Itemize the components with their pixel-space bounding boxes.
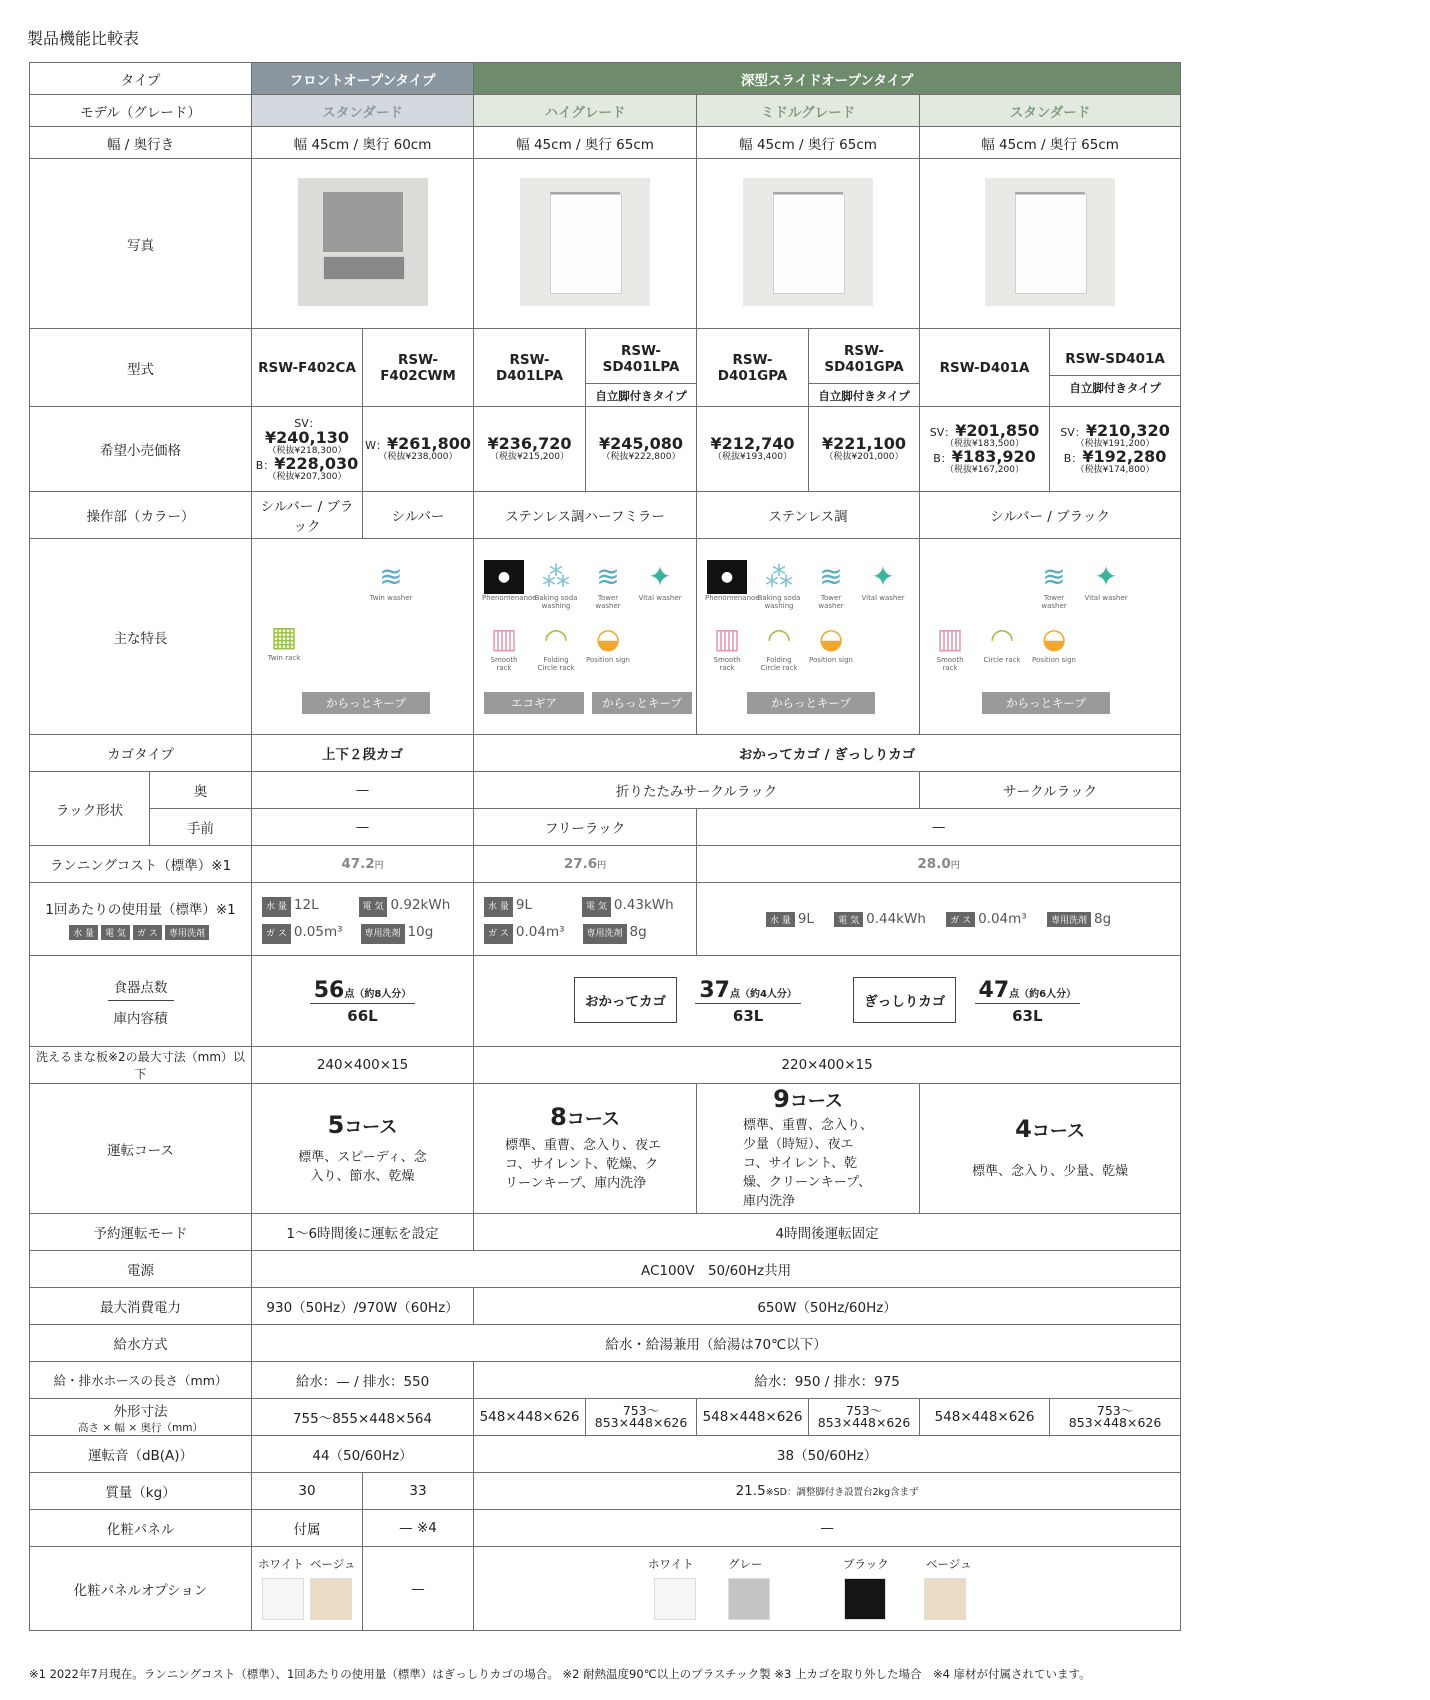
vital-washer-icon: ✦ Vital washer — [1084, 559, 1128, 602]
features-label: 主な特長 — [30, 539, 252, 735]
rack-back-circle: サークルラック — [920, 772, 1181, 809]
course-mid: 9コース 標準、重曹、念入り、少量（時短）、夜エコ、サイレント、乾燥、クリーンキープ、庫内洗浄 — [697, 1084, 920, 1214]
dims-sd401gpa: 753〜 853×448×626 — [809, 1399, 920, 1436]
tower-washer-icon: ≋ Tower washer — [595, 559, 621, 610]
basket-front: 上下２段カゴ — [252, 735, 474, 772]
price-f402ca: SV：¥240,130 （税抜¥218,300） B：¥228,030 （税抜¥207,300） — [252, 407, 363, 492]
cosmetic-panel-label: 化粧パネル — [30, 1510, 252, 1547]
smooth-rack-icon: ▥ Smooth rack — [713, 621, 741, 672]
noise-label: 運転音（dB(A)） — [30, 1436, 252, 1473]
usage-label: 1回あたりの使用量（標準）※1 水 量 電 気 ガ ス 専用洗剤 — [30, 883, 252, 956]
usage-high: 水 量 9L 電 気 0.43kWh ガ ス 0.04m³ 専用洗剤 8g — [474, 883, 697, 956]
noise-deep: 38（50/60Hz） — [474, 1436, 1181, 1473]
rack-back-front: — — [252, 772, 474, 809]
tower-washer-icon: ≋ Tower washer — [818, 559, 844, 610]
grade-front: スタンダード — [252, 95, 474, 127]
standing-type-note: 自立脚付きタイプ — [1050, 375, 1180, 398]
cosmetic-option-label: 化粧パネルオプション — [30, 1547, 252, 1631]
tower-washer-icon: ≋ Tower washer — [1041, 559, 1067, 610]
price-sd401a: SV：¥210,320 （税抜¥191,200） B：¥192,280 （税抜¥174,800） — [1050, 407, 1181, 492]
panel-mid: ステンレス調 — [697, 492, 920, 539]
max-power-deep: 650W（50Hz/60Hz） — [474, 1288, 1181, 1325]
karatto-keep-badge: からっとキープ — [302, 692, 430, 714]
dims-d401lpa: 548×448×626 — [474, 1399, 586, 1436]
running-cost-label: ランニングコスト（標準）※1 — [30, 846, 252, 883]
position-sign-icon: ◒ Position sign — [809, 621, 853, 664]
swatch-gray — [728, 1578, 770, 1620]
rack-back-folding: 折りたたみサークルラック — [474, 772, 920, 809]
nanoe-icon: ● Phenomenanoe — [705, 560, 749, 602]
course-front: 5コース 標準、スピーディ、念入り、節水、乾燥 — [252, 1084, 474, 1214]
running-cost-other: 28.0円 — [697, 846, 1181, 883]
photo-front-open — [298, 178, 428, 306]
size-label: 幅 / 奥行き — [30, 127, 252, 159]
noise-front: 44（50/60Hz） — [252, 1436, 474, 1473]
photo-mid-grade — [743, 178, 873, 306]
board-size-front: 240×400×15 — [252, 1047, 474, 1084]
position-sign-icon: ◒ Position sign — [586, 621, 630, 664]
power-source-label: 電源 — [30, 1251, 252, 1288]
standing-type-note: 自立脚付きタイプ — [809, 383, 919, 406]
hose-front: 給水：— / 排水：550 — [252, 1362, 474, 1399]
dims-sd401a: 753〜 853×448×626 — [1050, 1399, 1181, 1436]
power-source-value: AC100V 50/60Hz共用 — [252, 1251, 1181, 1288]
swatch-beige — [924, 1578, 966, 1620]
dimensions-label: 外形寸法 高さ × 幅 × 奥行（mm） — [30, 1399, 252, 1436]
model-sd401lpa: RSW-SD401LPA — [602, 343, 680, 375]
hose-deep: 給水：950 / 排水：975 — [474, 1362, 1181, 1399]
swatch-beige — [310, 1578, 352, 1620]
footnote: ※1 2022年7月現在。ランニングコスト（標準）、1回あたりの使用量（標準）はぎっしりカゴの場合。 ※2 耐熱温度90℃以上のプラスチック製 ※3 上カゴを取り外した場合 ※4 扉材が付属されています。 — [29, 1667, 1091, 1681]
capacity-label: 食器点数 庫内容積 — [30, 956, 252, 1047]
photo-standard — [985, 178, 1115, 306]
grade-high: ハイグレード — [474, 95, 697, 127]
size-high: 幅 45cm / 奥行 65cm — [474, 127, 697, 159]
twin-rack-icon: ▦ Twin rack — [267, 619, 301, 662]
panel-f402cwm: シルバー — [363, 492, 474, 539]
cosmetic-option-deep: ホワイト グレー ブラック ベージュ — [474, 1547, 1181, 1631]
course-label: 運転コース — [30, 1084, 252, 1214]
water-supply-value: 給水・給湯兼用（給湯は70℃以下） — [252, 1325, 1181, 1362]
folding-circle-rack-icon: ◠ Folding Circle rack — [760, 621, 798, 672]
model-sd401gpa: RSW-SD401GPA — [824, 343, 904, 375]
group-deep-slide: 深型スライドオープンタイプ — [474, 63, 1181, 95]
course-std: 4コース 標準、念入り、少量、乾燥 — [920, 1084, 1181, 1214]
cosmetic-panel-deep: — — [474, 1510, 1181, 1547]
hose-length-label: 給・排水ホースの長さ（mm） — [30, 1362, 252, 1399]
smooth-rack-icon: ▥ Smooth rack — [936, 621, 964, 672]
price-label: 希望小売価格 — [30, 407, 252, 492]
basket-type-label: カゴタイプ — [30, 735, 252, 772]
cosmetic-option-front: ホワイト ベージュ — [252, 1547, 363, 1631]
running-cost-front: 47.2円 — [252, 846, 474, 883]
usage-other: 水 量 9L 電 気 0.44kWh ガ ス 0.04m³ 専用洗剤 8g — [697, 883, 1181, 956]
gisshiri-basket-label: ぎっしりカゴ — [853, 977, 956, 1023]
swatch-black — [844, 1578, 886, 1620]
price-d401lpa: ¥236,720 （税抜¥215,200） — [474, 407, 586, 492]
vital-washer-icon: ✦ Vital washer — [638, 559, 682, 602]
max-power-front: 930（50Hz）/970W（60Hz） — [252, 1288, 474, 1325]
panel-f402ca: シルバー / ブラック — [252, 492, 363, 539]
swatch-white — [654, 1578, 696, 1620]
model-f402ca: RSW-F402CA — [252, 329, 363, 407]
swatch-white — [262, 1578, 304, 1620]
rack-front-none: — — [697, 809, 1181, 846]
cosmetic-panel-f402ca: 付属 — [252, 1510, 363, 1547]
baking-soda-icon: ⁂ Baking soda washing — [534, 559, 578, 610]
panel-std: シルバー / ブラック — [920, 492, 1181, 539]
model-sd401a: RSW-SD401A — [1065, 351, 1165, 367]
capacity-deep: おかってカゴ 37点（約4人分） 63L ぎっしりカゴ 47点（約6人分） 63L — [474, 956, 1181, 1047]
model-label: モデル（グレード） — [30, 95, 252, 127]
weight-f402ca: 30 — [252, 1473, 363, 1510]
rack-back-label: 奥 — [150, 772, 252, 809]
running-cost-high: 27.6円 — [474, 846, 697, 883]
model-d401gpa: RSW-D401GPA — [697, 329, 809, 407]
page-title: 製品機能比較表 — [27, 29, 140, 48]
capacity-front: 56点（約8人分） 66L — [252, 956, 474, 1047]
dims-d401gpa: 548×448×626 — [697, 1399, 809, 1436]
rack-front-front: — — [252, 809, 474, 846]
karatto-keep-badge: からっとキープ — [982, 692, 1110, 714]
model-f402cwm: RSW-F402CWM — [363, 329, 474, 407]
course-high: 8コース 標準、重曹、念入り、夜エコ、サイレント、乾燥、クリーンキープ、庫内洗浄 — [474, 1084, 697, 1214]
reserve-mode-label: 予約運転モード — [30, 1214, 252, 1251]
board-size-label: 洗えるまな板※2の最大寸法（mm）以下 — [30, 1047, 252, 1084]
grade-mid: ミドルグレード — [697, 95, 920, 127]
dims-d401a: 548×448×626 — [920, 1399, 1050, 1436]
weight-label: 質量（kg） — [30, 1473, 252, 1510]
model-d401lpa: RSW-D401LPA — [474, 329, 586, 407]
weight-f402cwm: 33 — [363, 1473, 474, 1510]
okatte-basket-label: おかってカゴ — [574, 977, 677, 1023]
vital-washer-icon: ✦ Vital washer — [861, 559, 905, 602]
rack-front-label: 手前 — [150, 809, 252, 846]
basket-deep: おかってカゴ / ぎっしりカゴ — [474, 735, 1181, 772]
model-code-label: 型式 — [30, 329, 252, 407]
group-front-open: フロントオープンタイプ — [252, 63, 474, 95]
water-supply-label: 給水方式 — [30, 1325, 252, 1362]
position-sign-icon: ◒ Position sign — [1032, 621, 1076, 664]
grade-std: スタンダード — [920, 95, 1181, 127]
smooth-rack-icon: ▥ Smooth rack — [490, 621, 518, 672]
price-d401gpa: ¥212,740 （税抜¥193,400） — [697, 407, 809, 492]
size-front: 幅 45cm / 奥行 60cm — [252, 127, 474, 159]
standing-type-note: 自立脚付きタイプ — [586, 383, 696, 406]
folding-circle-rack-icon: ◠ Folding Circle rack — [537, 621, 575, 672]
rack-shape-label: ラック形状 — [30, 772, 150, 846]
price-d401a: SV：¥201,850 （税抜¥183,500） B：¥183,920 （税抜¥167,200） — [920, 407, 1050, 492]
panel-color-label: 操作部（カラー） — [30, 492, 252, 539]
dims-front: 755〜855×448×564 — [252, 1399, 474, 1436]
cosmetic-panel-f402cwm: — ※4 — [363, 1510, 474, 1547]
usage-front: 水 量 12L 電 気 0.92kWh ガ ス 0.05m³ 専用洗剤 10g — [252, 883, 474, 956]
cosmetic-option-f402cwm: — — [363, 1547, 474, 1631]
price-sd401lpa: ¥245,080 （税抜¥222,800） — [586, 407, 697, 492]
weight-deep: 21.5※SD：調整脚付き設置台2kg含まず — [474, 1473, 1181, 1510]
model-d401a: RSW-D401A — [920, 329, 1050, 407]
size-mid: 幅 45cm / 奥行 65cm — [697, 127, 920, 159]
price-f402cwm: W：¥261,800 （税抜¥238,000） — [363, 407, 474, 492]
type-label: タイプ — [30, 63, 252, 95]
baking-soda-icon: ⁂ Baking soda washing — [757, 559, 801, 610]
circle-rack-icon: ◠ Circle rack — [983, 621, 1021, 664]
karatto-keep-badge: からっとキープ — [747, 692, 875, 714]
ecogear-badge: エコギア — [484, 692, 584, 714]
rack-front-free: フリーラック — [474, 809, 697, 846]
price-sd401gpa: ¥221,100 （税抜¥201,000） — [809, 407, 920, 492]
photo-label: 写真 — [30, 159, 252, 329]
dims-sd401lpa: 753〜 853×448×626 — [586, 1399, 697, 1436]
twin-washer-icon: ≋ Twin washer — [369, 559, 413, 602]
board-size-deep: 220×400×15 — [474, 1047, 1181, 1084]
max-power-label: 最大消費電力 — [30, 1288, 252, 1325]
reserve-deep: 4時間後運転固定 — [474, 1214, 1181, 1251]
photo-high-grade — [520, 178, 650, 306]
karatto-keep-badge: からっとキープ — [592, 692, 692, 714]
nanoe-icon: ● Phenomenanoe — [482, 560, 526, 602]
reserve-front: 1〜6時間後に運転を設定 — [252, 1214, 474, 1251]
size-std: 幅 45cm / 奥行 65cm — [920, 127, 1181, 159]
comparison-table — [29, 62, 1181, 1631]
panel-high: ステンレス調ハーフミラー — [474, 492, 697, 539]
